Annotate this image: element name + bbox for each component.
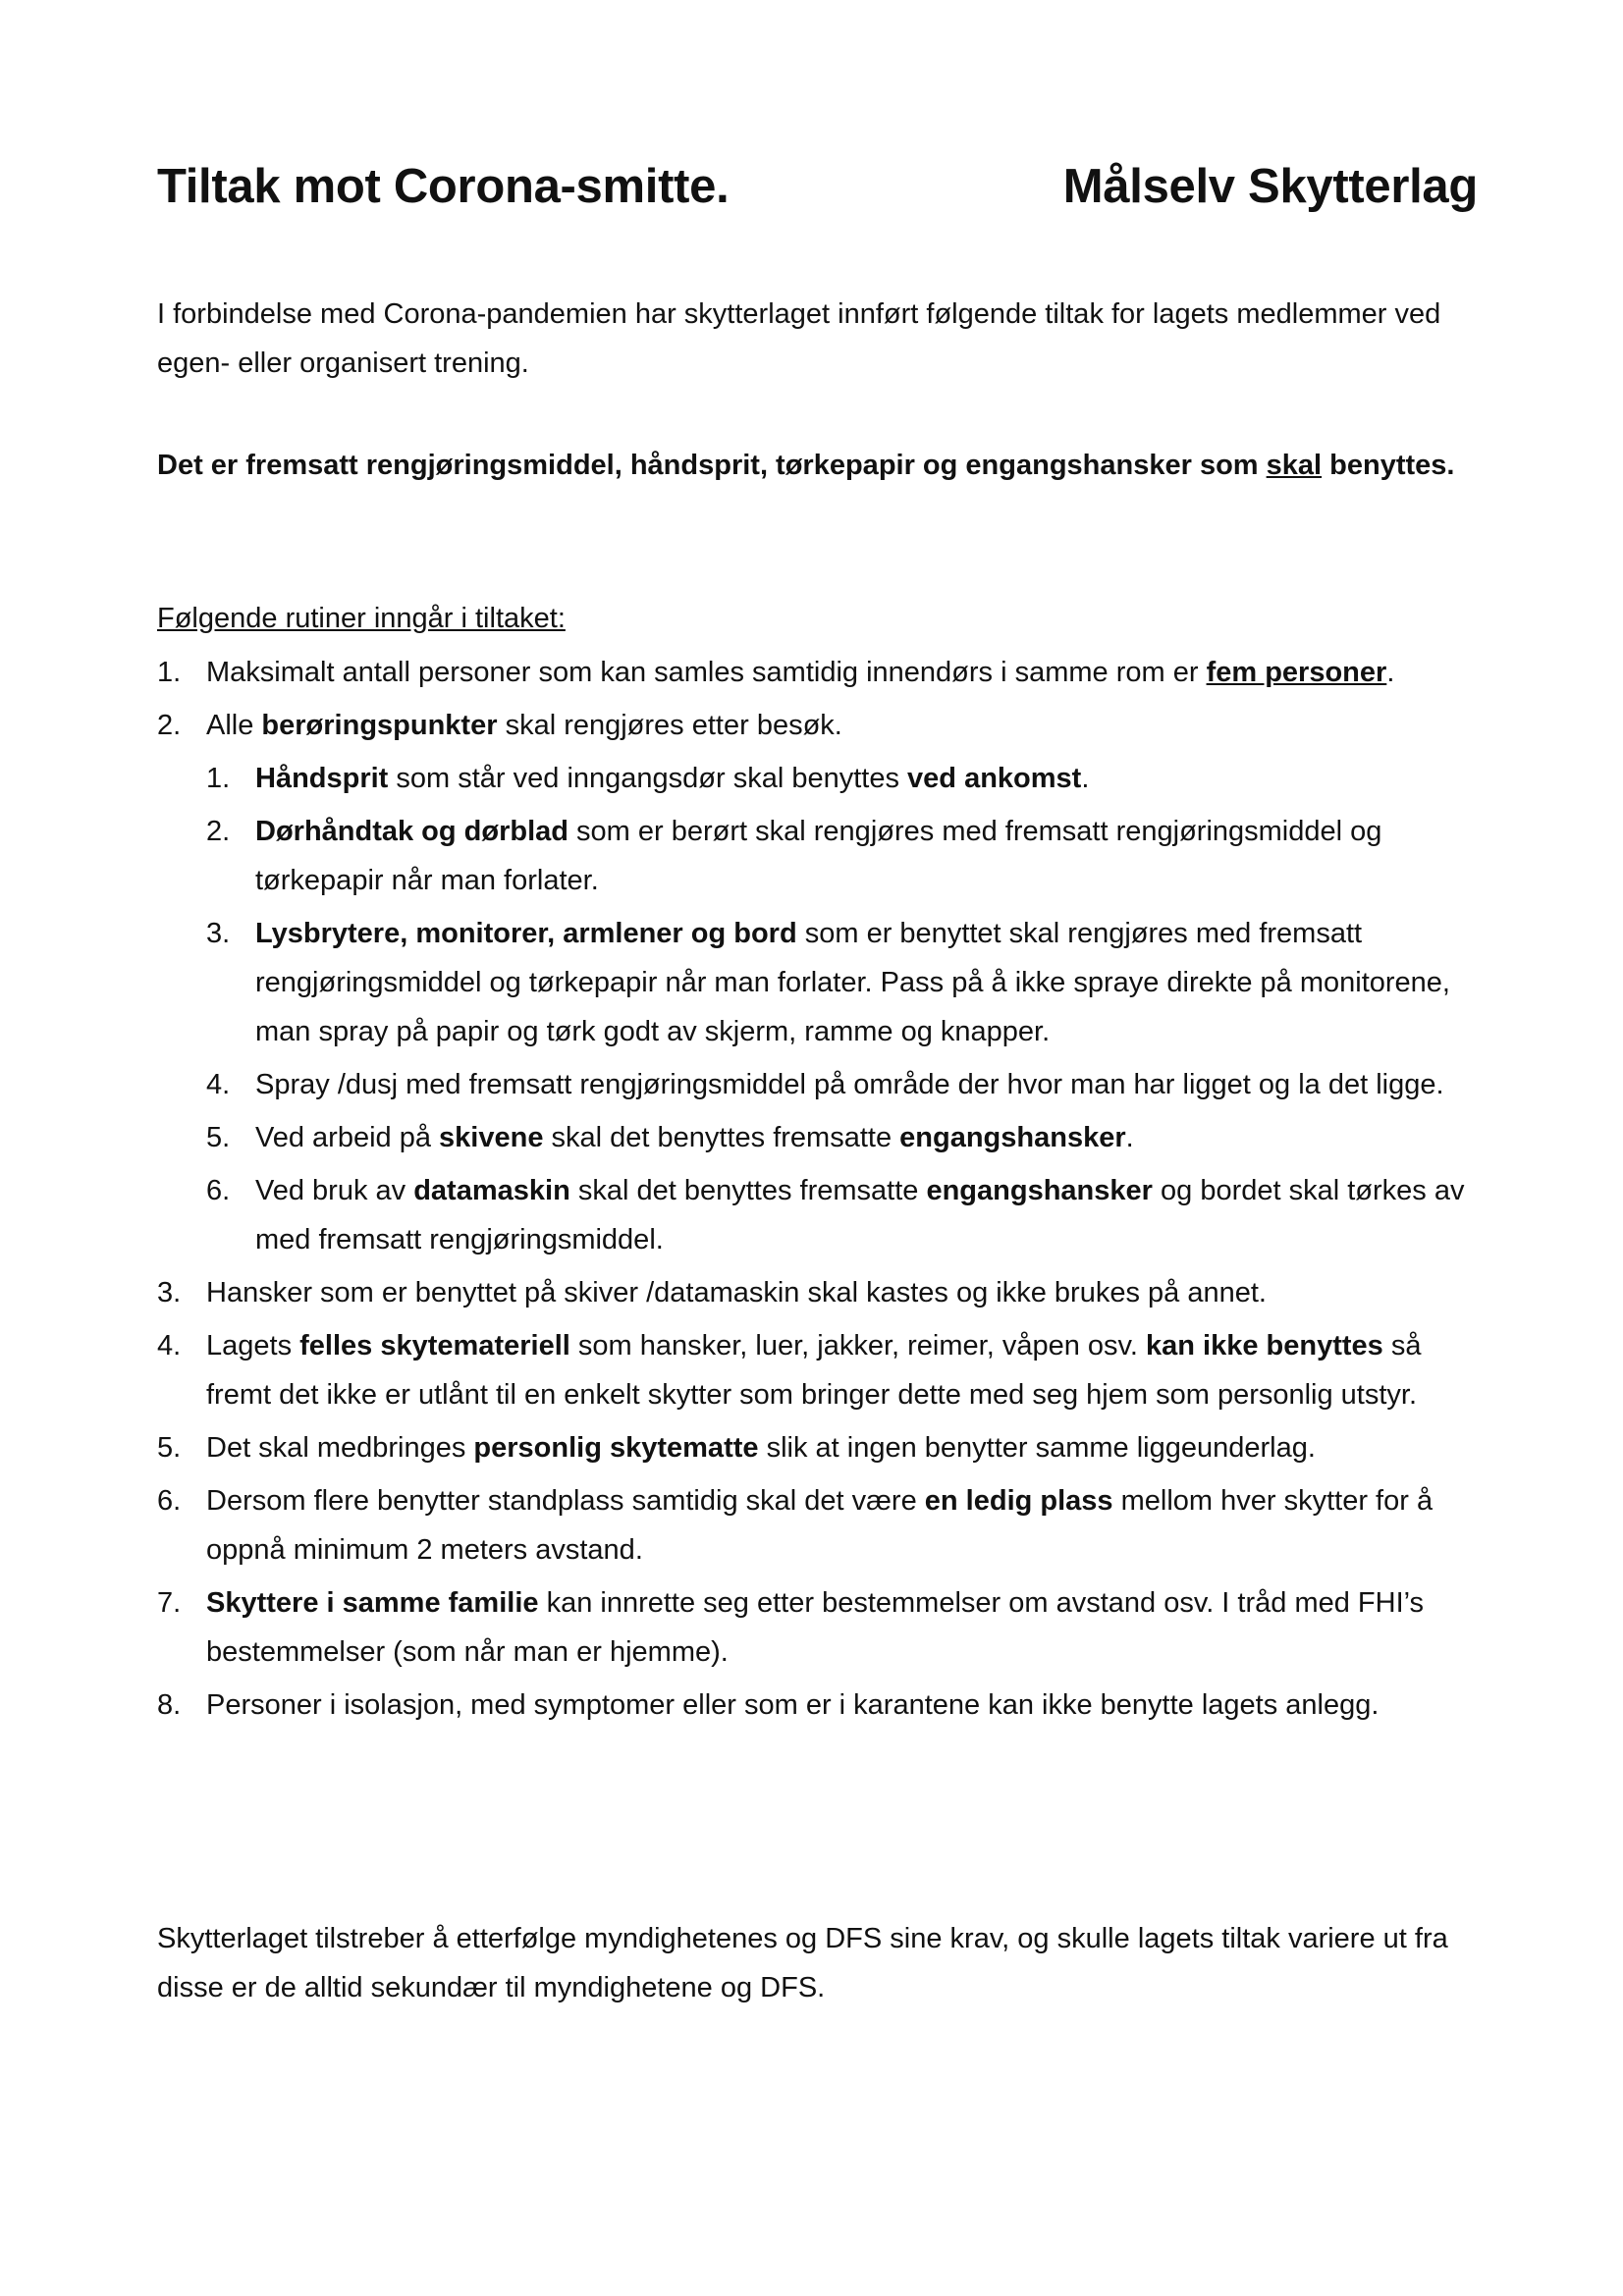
rule-text: og bordet skal tørkes av med fremsatt rengjøringsmiddel. bbox=[255, 1175, 1465, 1255]
rule-emphasis: skivene bbox=[439, 1122, 544, 1153]
rule-item bbox=[157, 1321, 1478, 1419]
rule-item bbox=[157, 1423, 1478, 1472]
rule-item bbox=[157, 648, 1478, 697]
rule-emphasis: felles skytemateriell bbox=[299, 1330, 570, 1362]
rule-item bbox=[157, 701, 1478, 1264]
rule-text: mellom hver skytter for å oppnå minimum 2 meters avstand. bbox=[206, 1485, 1434, 1566]
rule-text: Personer i isolasjon, med symptomer eller som er i karantene kan ikke benytte lagets anlegg. bbox=[206, 1689, 1380, 1721]
rule-number: 7. bbox=[157, 1587, 182, 1619]
rule-text: Lagets bbox=[206, 1330, 300, 1362]
sub-rule-number: 2. bbox=[206, 816, 231, 847]
rule-text: Hansker som er benyttet på skiver /datamaskin skal kastes og ikke brukes på annet. bbox=[206, 1277, 1267, 1308]
rule-text: . bbox=[1386, 657, 1395, 688]
rule-text: Spray /dusj med fremsatt rengjøringsmiddel på område der hvor man har ligget og la det ligge. bbox=[255, 1069, 1444, 1100]
rule-text: Ved bruk av bbox=[255, 1175, 414, 1206]
document-title: Tiltak mot Corona-smitte. bbox=[157, 160, 730, 213]
rule-text: skal det benyttes fremsatte bbox=[543, 1122, 900, 1153]
rule-emphasis: datamaskin bbox=[413, 1175, 570, 1206]
rule-emphasis: berøringspunkter bbox=[261, 710, 498, 741]
rules-heading: Følgende rutiner inngår i tiltaket: bbox=[157, 603, 566, 634]
sub-rule-number: 4. bbox=[206, 1069, 231, 1100]
rule-text: som er benyttet skal rengjøres med fremsatt rengjøringsmiddel og tørkepapir når man forlater. Pass på å ikke spraye direkte på monitorene, man spray på papir og tørk godt av skjerm, ramme og knapper. bbox=[255, 918, 1450, 1047]
rule-emphasis: Dørhåndtak og dørblad bbox=[255, 816, 568, 847]
rule-text: . bbox=[1125, 1122, 1134, 1153]
rule-emphasis: engangshansker bbox=[926, 1175, 1153, 1206]
notice-text-end: benyttes. bbox=[1322, 450, 1455, 481]
rule-emphasis: ved ankomst bbox=[907, 763, 1082, 794]
rule-number: 2. bbox=[157, 710, 182, 741]
rule-text: som er berørt skal rengjøres med fremsatt rengjøringsmiddel og tørkepapir når man forlater. bbox=[255, 816, 1382, 896]
rule-emphasis: engangshansker bbox=[899, 1122, 1126, 1153]
notice-emphasis: skal bbox=[1266, 450, 1323, 481]
rule-number: 3. bbox=[157, 1277, 182, 1308]
rule-item bbox=[157, 1578, 1478, 1677]
rule-emphasis: personlig skytematte bbox=[473, 1432, 759, 1464]
rule-emphasis: Skyttere i samme familie bbox=[206, 1587, 539, 1619]
rule-emphasis: fem personer bbox=[1206, 657, 1387, 688]
rule-number: 4. bbox=[157, 1330, 182, 1362]
rule-number: 8. bbox=[157, 1689, 182, 1721]
sub-rule-item bbox=[206, 1060, 1478, 1109]
sub-rule-number: 6. bbox=[206, 1175, 231, 1206]
sub-rule-item bbox=[206, 909, 1478, 1056]
rule-text: Dersom flere benytter standplass samtidig skal det være bbox=[206, 1485, 925, 1517]
rule-text: som hansker, luer, jakker, reimer, våpen osv. bbox=[569, 1330, 1146, 1362]
sub-rule-number: 5. bbox=[206, 1122, 231, 1153]
rules-list bbox=[157, 648, 1478, 1734]
sub-rule-item bbox=[206, 807, 1478, 905]
rule-number: 5. bbox=[157, 1432, 182, 1464]
rule-text: så fremt det ikke er utlånt til en enkelt skytter som bringer dette med seg hjem som personlig utstyr. bbox=[206, 1330, 1422, 1411]
organization-name: Målselv Skytterlag bbox=[1062, 160, 1478, 213]
rule-emphasis: kan ikke benyttes bbox=[1146, 1330, 1383, 1362]
document-header bbox=[157, 159, 1478, 218]
sub-rules-list bbox=[206, 754, 1478, 1264]
rule-emphasis: Håndsprit bbox=[255, 763, 389, 794]
sub-rule-item bbox=[206, 1166, 1478, 1264]
rule-text: skal rengjøres etter besøk. bbox=[497, 710, 842, 741]
rule-text: Maksimalt antall personer som kan samles samtidig innendørs i samme rom er bbox=[206, 657, 1207, 688]
sub-rule-item bbox=[206, 1113, 1478, 1162]
rule-item bbox=[157, 1681, 1478, 1730]
rule-text: Det skal medbringes bbox=[206, 1432, 474, 1464]
notice-text: Det er fremsatt rengjøringsmiddel, håndsprit, tørkepapir og engangshansker som bbox=[157, 450, 1267, 481]
rule-number: 6. bbox=[157, 1485, 182, 1517]
rule-number: 1. bbox=[157, 657, 182, 688]
rule-emphasis: en ledig plass bbox=[924, 1485, 1113, 1517]
rule-item bbox=[157, 1476, 1478, 1575]
rule-text: kan innrette seg etter bestemmelser om avstand osv. I tråd med FHI’s bestemmelser (som når man er hjemme). bbox=[206, 1587, 1425, 1668]
rule-text: Ved arbeid på bbox=[255, 1122, 440, 1153]
intro-paragraph: I forbindelse med Corona-pandemien har skytterlaget innført følgende tiltak for lagets medlemmer ved egen- eller organisert trening. bbox=[157, 298, 1441, 379]
rule-text: Alle bbox=[206, 710, 262, 741]
rule-text: . bbox=[1081, 763, 1090, 794]
rule-text: som står ved inngangsdør skal benyttes bbox=[388, 763, 908, 794]
sub-rule-number: 1. bbox=[206, 763, 231, 794]
rule-text: skal det benyttes fremsatte bbox=[569, 1175, 927, 1206]
sub-rule-number: 3. bbox=[206, 918, 231, 949]
rule-emphasis: Lysbrytere, monitorer, armlener og bord bbox=[255, 918, 797, 949]
closing-paragraph: Skytterlaget tilstreber å etterfølge myndighetenes og DFS sine krav, og skulle lagets tiltak variere ut fra disse er de alltid sekundær til myndighetene og DFS. bbox=[157, 1923, 1448, 2003]
sub-rule-item bbox=[206, 754, 1478, 803]
rule-item bbox=[157, 1268, 1478, 1317]
notice-paragraph bbox=[157, 439, 1478, 493]
rule-text: slik at ingen benytter samme liggeunderlag. bbox=[758, 1432, 1316, 1464]
